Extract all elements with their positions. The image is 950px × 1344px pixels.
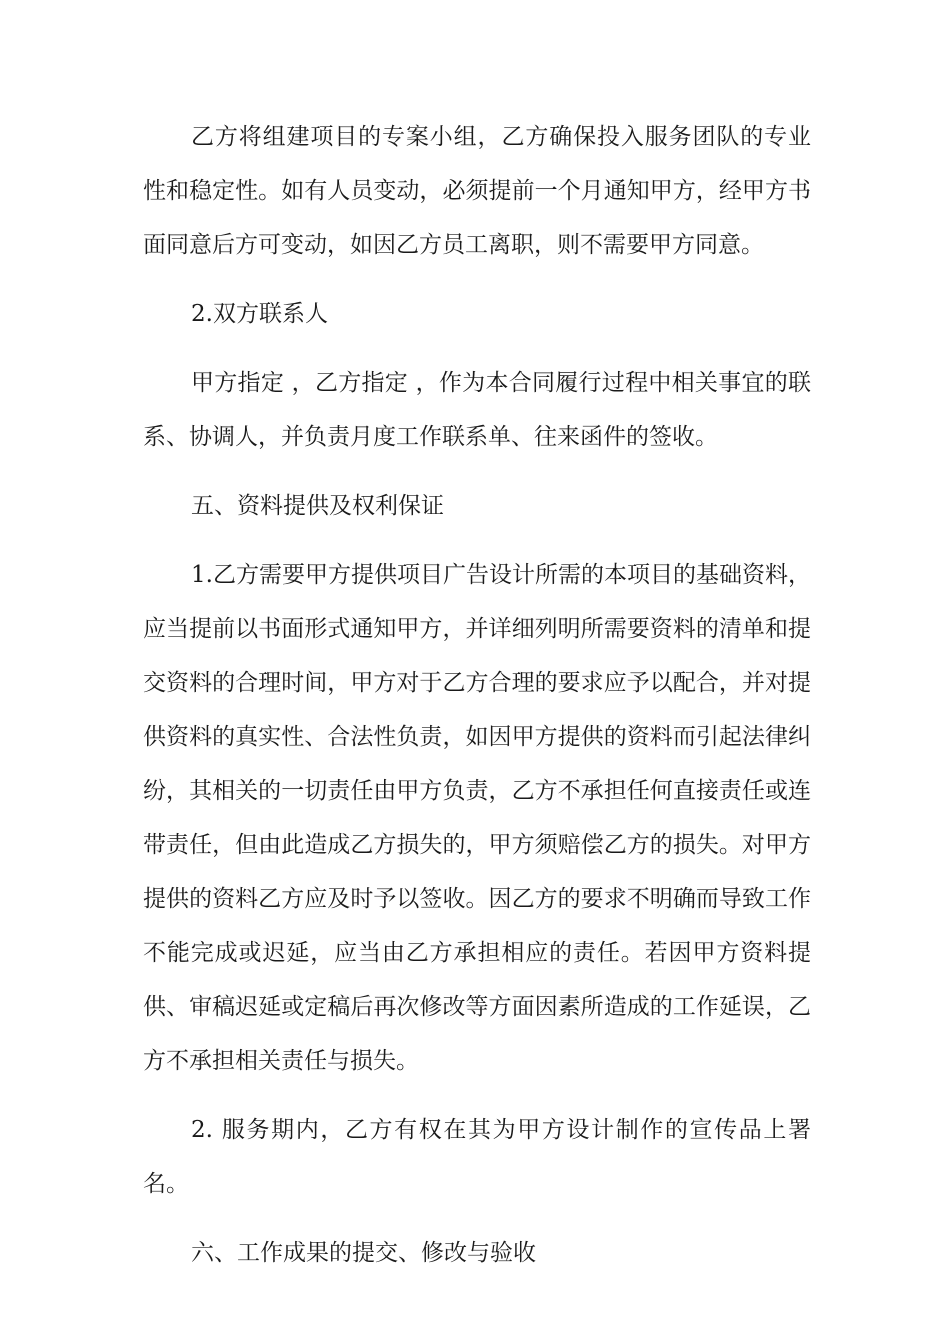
paragraph-signature-rights: 2. 服务期内，乙方有权在其为甲方设计制作的宣传品上署名。 [143, 1117, 811, 1197]
document-body [143, 110, 811, 1295]
section-heading-deliverables: 六、工作成果的提交、修改与验收 [191, 1240, 536, 1266]
section-heading-contacts: 2.双方联系人 [191, 301, 328, 327]
paragraph-contacts: 甲方指定 ，乙方指定 ，作为本合同履行过程中相关事宜的联系、协调人，并负责月度工作联系单、往来函件的签收。 [143, 370, 811, 450]
paragraph-team-stability: 乙方将组建项目的专案小组，乙方确保投入服务团队的专业性和稳定性。如有人员变动，必须提前一个月通知甲方，经甲方书面同意后方可变动，如因乙方员工离职，则不需要甲方同意。 [143, 124, 811, 258]
section-heading-materials: 五、资料提供及权利保证 [191, 493, 444, 519]
paragraph-materials: 1.乙方需要甲方提供项目广告设计所需的本项目的基础资料，应当提前以书面形式通知甲方，并详细列明所需要资料的清单和提交资料的合理时间，甲方对于乙方合理的要求应予以配合，并对提供资料的真实性、合法性负责，如因甲方提供的资料而引起法律纠纷，其相关的一切责任由甲方负责，乙方不承担任何直接责任或连带责任，但由此造成乙方损失的，甲方须赔偿乙方的损失。对甲方提供的资料乙方应及时予以签收。因乙方的要求不明确而导致工作不能完成或迟延，应当由乙方承担相应的责任。若因甲方资料提供、审稿迟延或定稿后再次修改等方面因素所造成的工作延误，乙方不承担相关责任与损失。 [143, 562, 811, 1074]
